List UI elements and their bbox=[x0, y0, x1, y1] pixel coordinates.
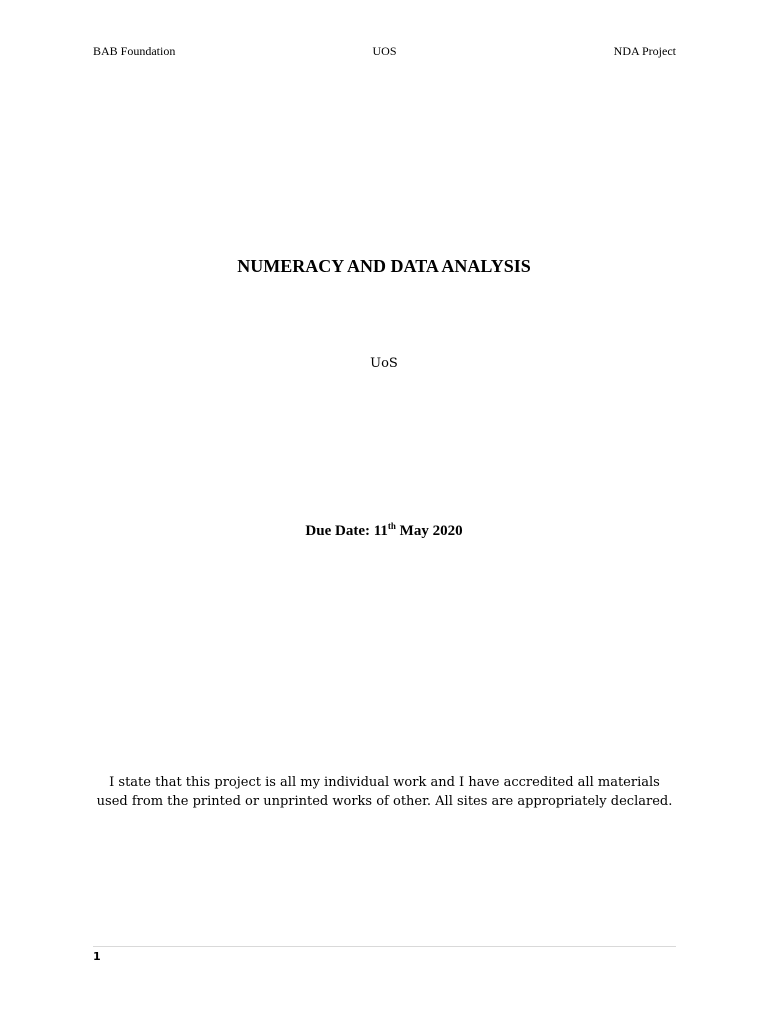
due-date bbox=[0, 521, 768, 541]
due-date-suffix: May 2020 bbox=[395, 523, 463, 539]
header-right-text: NDA Project bbox=[613, 44, 676, 58]
due-date-ordinal: th bbox=[387, 521, 396, 531]
document-title: NUMERACY AND DATA ANALYSIS bbox=[237, 256, 531, 276]
page-header bbox=[93, 42, 676, 60]
header-left-text: BAB Foundation bbox=[93, 44, 176, 58]
footer-divider bbox=[93, 946, 676, 947]
declaration-statement: I state that this project is all my individual work and I have accredited all materials used from the printed or unprinted works of other. All sites are appropriately declared. bbox=[96, 775, 673, 809]
header-center-text: UOS bbox=[372, 44, 397, 58]
page-number: 1 bbox=[93, 950, 101, 963]
institution-name: UoS bbox=[370, 356, 398, 371]
due-date-prefix: Due Date: 11 bbox=[305, 523, 388, 539]
